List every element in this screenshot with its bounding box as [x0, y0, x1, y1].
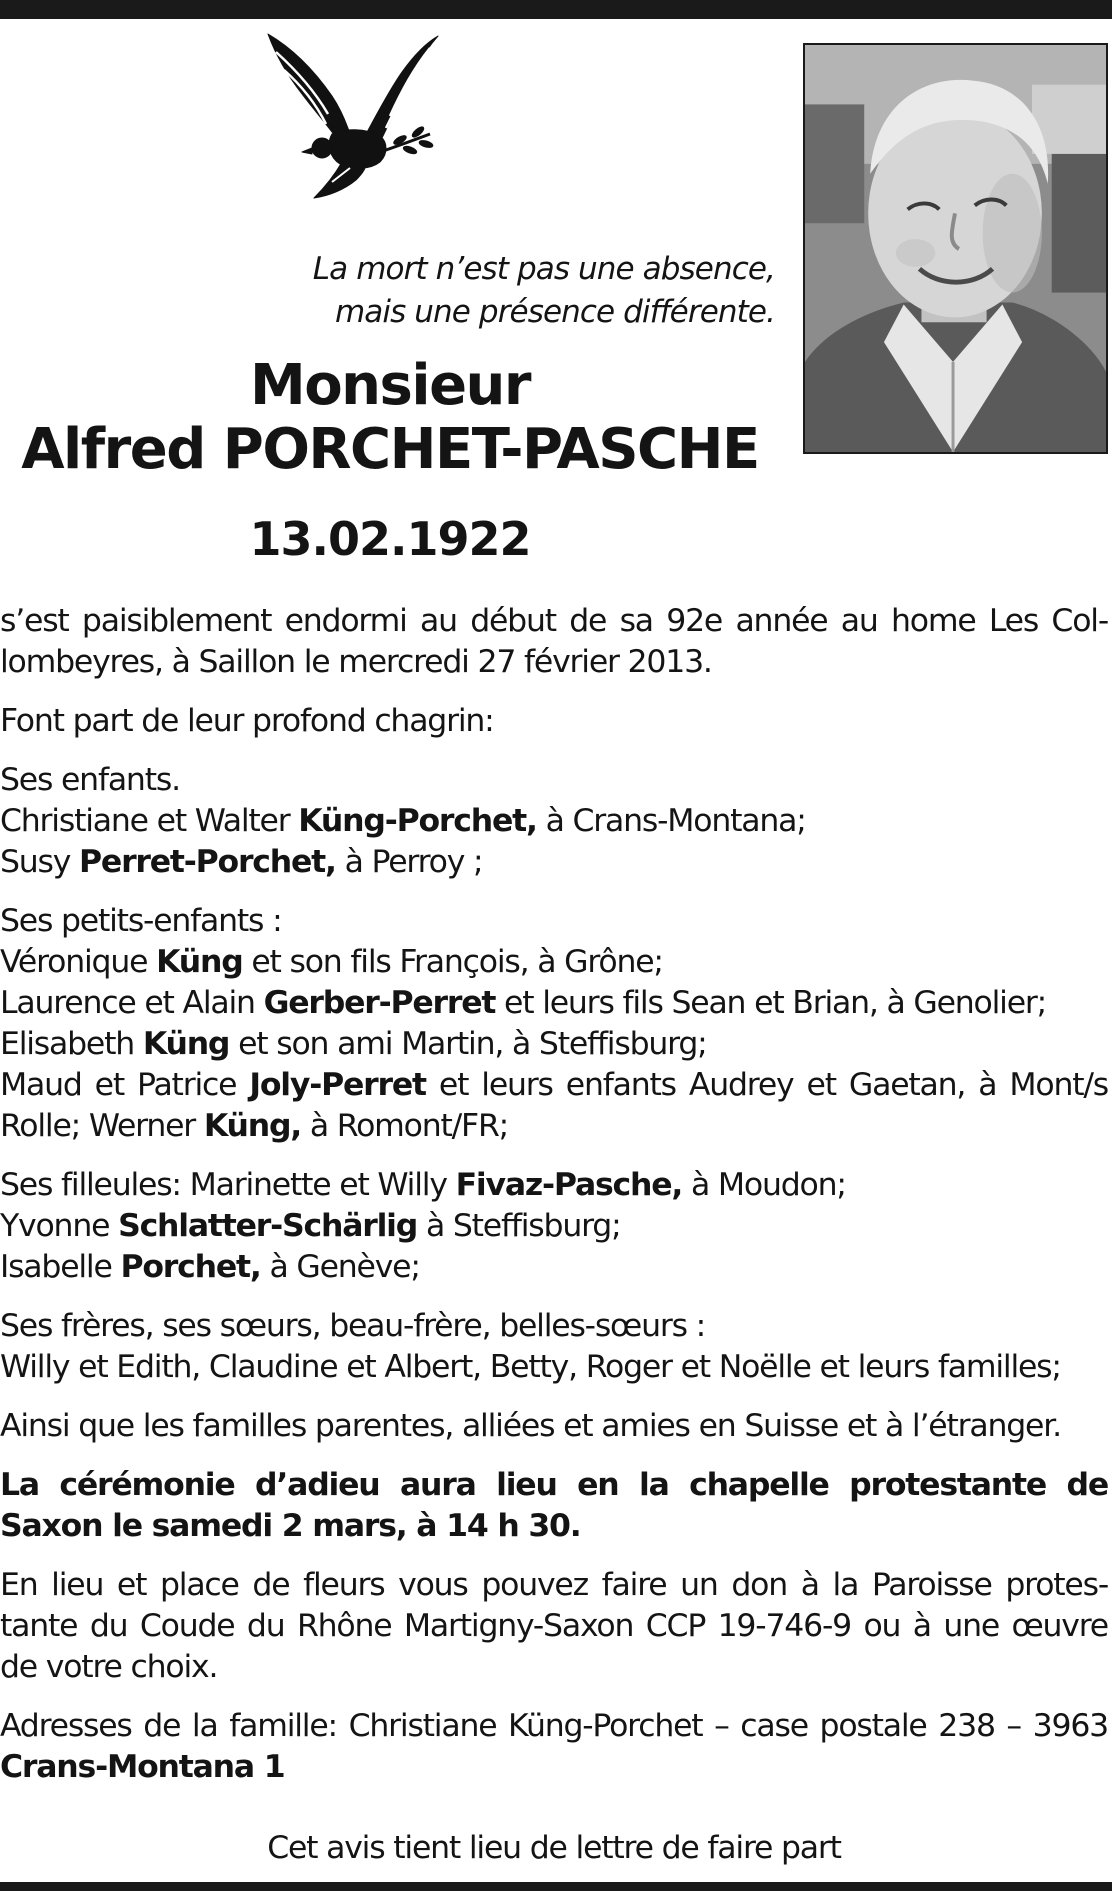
family-name: Joly-Perret: [249, 1067, 426, 1103]
entry-text: Rolle; Werner: [0, 1108, 204, 1144]
entry-text: et leurs enfants Audrey et Gaetan, à Mont/s: [425, 1067, 1108, 1103]
entry-text: Isabelle: [0, 1249, 121, 1285]
entry-text: et son ami Martin, à Steffisburg;: [229, 1026, 707, 1062]
obituary-body: [0, 601, 1108, 1806]
entry-text: à Steffisburg;: [417, 1208, 621, 1244]
goddaughter-entry: [0, 1206, 1108, 1247]
deceased-name-block: [0, 354, 780, 482]
grandchildren-paragraph: [0, 901, 1108, 1147]
entry-text: Elisabeth: [0, 1026, 143, 1062]
grandchildren-heading: Ses petits-enfants :: [0, 903, 282, 939]
intro-paragraph: [0, 601, 1108, 683]
family-name: Gerber-Perret: [263, 985, 496, 1021]
entry-text: à Romont/FR;: [301, 1108, 509, 1144]
children-paragraph: [0, 760, 1108, 883]
entry-text: Laurence et Alain: [0, 985, 264, 1021]
donation-line-1: En lieu et place de fleurs vous pouvez faire un don à la Paroisse protes-: [0, 1567, 1108, 1603]
deceased-name: Alfred PORCHET-PASCHE: [21, 417, 759, 482]
entry-text: à Moudon;: [682, 1167, 846, 1203]
announce-paragraph: [0, 701, 1108, 742]
family-name: Küng,: [203, 1108, 302, 1144]
entry-text: Susy: [0, 844, 80, 880]
honorific-title: Monsieur: [249, 353, 531, 418]
entry-text: et leurs fils Sean et Brian, à Genolier;: [495, 985, 1047, 1021]
entry-text: Véronique: [0, 944, 157, 980]
relatives-text: Ainsi que les familles parentes, alliées et amies en Suisse et à l’étranger.: [0, 1408, 1061, 1444]
birth-date: 13.02.1922: [249, 512, 531, 566]
announce-text: Font part de leur profond chagrin:: [0, 703, 494, 739]
grandchild-entry: [0, 1065, 1108, 1106]
address-paragraph: [0, 1706, 1108, 1788]
motto: [313, 248, 775, 334]
family-name: Fivaz-Pasche,: [455, 1167, 683, 1203]
motto-line-2: mais une présence différente.: [334, 294, 775, 330]
entry-text: Maud et Patrice: [0, 1067, 250, 1103]
grandchild-entry: [0, 983, 1108, 1024]
entry-text: à Crans-Montana;: [536, 803, 806, 839]
family-name: Küng: [156, 944, 243, 980]
siblings-heading: Ses frères, ses sœurs, beau-frère, belles-sœurs :: [0, 1308, 706, 1344]
family-name: Schlatter-Schärlig: [118, 1208, 418, 1244]
entry-text: à Genève;: [260, 1249, 420, 1285]
ceremony-line-2: Saxon le samedi 2 mars, à 14 h 30.: [0, 1508, 581, 1544]
motto-line-1: La mort n’est pas une absence,: [312, 251, 775, 287]
siblings-paragraph: [0, 1306, 1108, 1388]
entry-text: Yvonne: [0, 1208, 119, 1244]
family-name: Perret-Porchet,: [79, 844, 336, 880]
donation-paragraph: [0, 1565, 1108, 1688]
ceremony-line-1: La cérémonie d’adieu aura lieu en la chapelle protestante de: [0, 1467, 1108, 1503]
grandchild-entry: [0, 1024, 1108, 1065]
grandchild-entry: [0, 1106, 1108, 1147]
bottom-rule: [0, 1882, 1112, 1891]
donation-line-2: tante du Coude du Rhône Martigny-Saxon CCP 19-746-9 ou à une œuvre: [0, 1608, 1108, 1644]
entry-text: et son fils François, à Grône;: [242, 944, 663, 980]
child-entry: [0, 842, 1108, 883]
entry-text: à Perroy ;: [335, 844, 483, 880]
child-entry: [0, 801, 1108, 842]
closing-note: Cet avis tient lieu de lettre de faire part: [267, 1830, 841, 1866]
children-heading: Ses enfants.: [0, 762, 180, 798]
address-line-1: Adresses de la famille: Christiane Küng-Porchet – case postale 238 – 3963: [0, 1708, 1108, 1744]
relatives-paragraph: [0, 1406, 1108, 1447]
entry-text: Ses filleules: Marinette et Willy: [0, 1167, 456, 1203]
intro-line-1: s’est paisiblement endormi au début de sa 92e année au home Les Col-: [0, 603, 1108, 639]
top-rule: [0, 0, 1112, 19]
portrait-photo: [803, 43, 1108, 454]
address-line-2: Crans-Montana 1: [0, 1749, 285, 1785]
grandchild-entry: [0, 942, 1108, 983]
goddaughter-entry: [0, 1165, 1108, 1206]
goddaughters-paragraph: [0, 1165, 1108, 1288]
siblings-list: Willy et Edith, Claudine et Albert, Betty, Roger et Noëlle et leurs familles;: [0, 1349, 1061, 1385]
goddaughter-entry: [0, 1247, 1108, 1288]
ceremony-paragraph: [0, 1465, 1108, 1547]
family-name: Porchet,: [120, 1249, 261, 1285]
family-name: Küng: [142, 1026, 230, 1062]
entry-text: Christiane et Walter: [0, 803, 299, 839]
intro-line-2: lombeyres, à Saillon le mercredi 27 février 2013.: [0, 644, 712, 680]
family-name: Küng-Porchet,: [298, 803, 537, 839]
donation-line-3: de votre choix.: [0, 1649, 218, 1685]
dove-icon: [262, 30, 440, 202]
